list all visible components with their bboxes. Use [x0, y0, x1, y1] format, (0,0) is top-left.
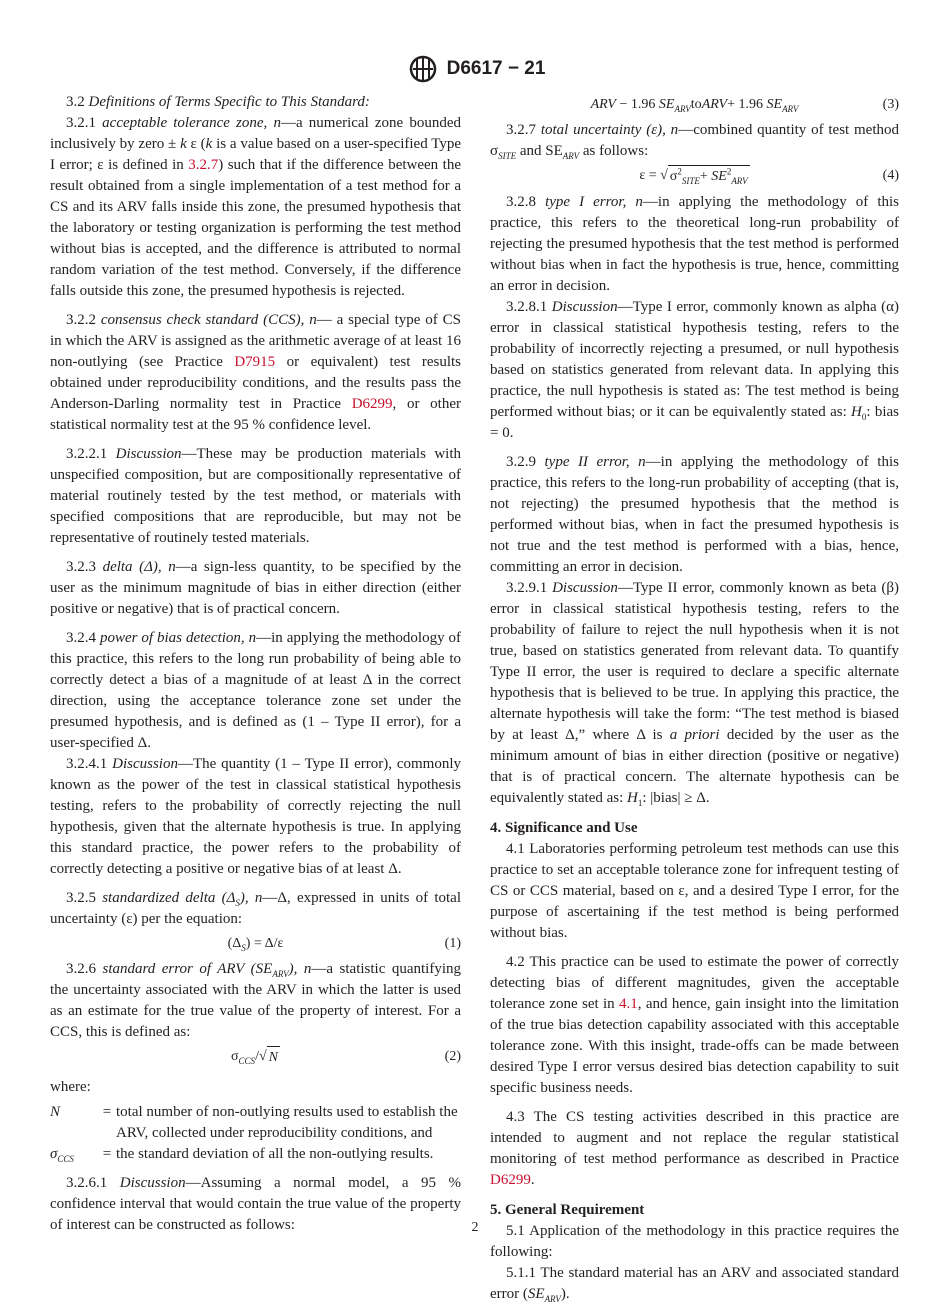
text: + [699, 169, 712, 184]
equation-3 [490, 94, 899, 116]
text: —Type II error, commonly known as beta (β) error in classical statistical hypothesis testing, refers to the probability of failure to reject the null hypothesis when it is not true, based on statistics generated from relevant data. To quantify Type II error, the user is required to declare a specific alternate hypothesis that is believed to be true. In applying this practice, the alternate hypothesis will take the form: “The test method is biased by at least Δ,” where Δ is [490, 580, 899, 743]
italic-text: power of bias detection, n [99, 630, 257, 646]
paragraph-group [490, 839, 899, 1191]
italic-text: ), n [239, 890, 263, 906]
italic-text: consensus check standard (CCS), n [100, 312, 317, 328]
equation-2 [50, 1046, 461, 1069]
italic-text: SE [711, 169, 727, 184]
text: is a value based on a user-specified Type I error; ε is defined in [50, 136, 461, 173]
italic-text: Definitions of Terms Specific to This Standard: [88, 94, 370, 110]
subscript: SITE [681, 175, 700, 186]
document-id: D6617 − 21 [446, 58, 546, 79]
equation-number: (1) [444, 936, 461, 951]
text: , or other statistical normality test at the 95 % confidence level. [50, 396, 461, 433]
text: 3.2.7 [506, 122, 541, 138]
text: 3.2.2.1 [66, 446, 116, 462]
text: 3.2.9 [506, 454, 545, 470]
text: : bias = 0. [490, 404, 899, 441]
text: 3.2.4 [66, 630, 100, 646]
text: . [530, 1172, 535, 1188]
paragraph [490, 1263, 899, 1305]
subscript: ARV [674, 103, 691, 114]
italic-text: H [851, 404, 862, 420]
italic-text: k [180, 136, 187, 152]
text: or equivalent) test results obtained under reproducibility conditions, and the results pass the Anderson-Darling normality test in Practice [50, 354, 461, 412]
text: —combined quantity of test method σ [490, 122, 900, 159]
subscript: CCS [238, 1055, 256, 1066]
italic-text: k [205, 136, 213, 152]
text: —a statistic quantifying the uncertainty associated with the ARV in which the latter is used as an estimate for the true value of the property of interest. For a CCS, this is defined as: [50, 961, 462, 1040]
paragraph [50, 754, 461, 880]
paragraph [50, 92, 461, 113]
section-heading: 4. Significance and Use [490, 820, 638, 836]
section-heading: 5. General Requirement [490, 1202, 645, 1218]
text: —a numerical zone bounded inclusively by zero ± [50, 115, 462, 152]
paragraph [50, 113, 461, 302]
text: —in applying the methodology of this practice, this refers to the theoretical long-run probability of rejecting the presumed hypothesis that the test method is performed without bias when in fact the hypothesis is true, hence, committing an error in decision. [490, 194, 899, 294]
subscript: ARV [272, 969, 289, 979]
text: 3.2.9.1 [506, 580, 553, 596]
text: + 1.96 [727, 97, 767, 112]
equation-1 [50, 933, 461, 955]
reference-link[interactable]: D7915 [234, 354, 276, 370]
text: 4.2 This practice can be used to estimate the power of correctly detecting bias of different magnitudes, given the acceptable tolerance zone set in [490, 954, 899, 1012]
italic-text: Discussion [119, 1175, 186, 1191]
subscript: ARV [782, 103, 799, 114]
equation-body [668, 165, 750, 188]
paragraph [490, 297, 899, 444]
superscript: 2 [726, 166, 732, 177]
text: 3.2 [66, 94, 89, 110]
subscript: S [235, 898, 240, 908]
text: 4.3 The CS testing activities described in this practice are intended to augment and not replace the regular statistical monitoring of test method performance as described in Practice [490, 1109, 899, 1167]
definitions-list [50, 1102, 461, 1165]
subscript: ARV [731, 175, 748, 186]
text: —in applying the methodology of this practice, this refers to the long-run probability of accepting (that is, not rejecting) the presumed hypothesis that the method is performed without bias, when in fact the presumed hypothesis is not true and the test method is performed with a bias, hence, committing an error in decision. [490, 454, 899, 575]
italic-text: type I error, n [545, 194, 643, 210]
text: 3.2.2 [66, 312, 101, 328]
equation-body [591, 94, 799, 116]
subscript: ARV [562, 151, 580, 161]
paragraph [490, 1107, 899, 1191]
paragraph [50, 557, 461, 620]
italic-text: SE [527, 1286, 545, 1302]
subscript: S [241, 942, 246, 953]
text: ) = Δ/ε [245, 936, 284, 951]
italic-text: SE [658, 97, 675, 112]
text: (Δ [227, 936, 242, 951]
text: , and hence, gain insight into the limitation of the true bias detection capability associated with this acceptable tolerance zone. With this insight, trade-offs can be made between desired Type I error versus desired bias detection capability to suit specific business needs. [490, 996, 899, 1096]
italic-text: SE [766, 97, 783, 112]
italic-text: delta (Δ), n [102, 559, 176, 575]
paragraph [490, 839, 899, 944]
italic-text: ARV [590, 97, 616, 112]
text: —Type I error, commonly known as alpha (α) error in classical statistical hypothesis testing, refers to the probability of incorrectly rejecting a presumed, or null hypothesis based on statistics generated from relevant data. In applying this practice, the null hypothesis is stated as: The test method is being performed without bias; or it can be equivalently stated as: [490, 299, 900, 420]
text: as follows: [579, 143, 649, 159]
equals-sign: = [102, 1104, 112, 1120]
italic-text: Discussion [112, 756, 178, 772]
italic-text: type II error, n [544, 454, 646, 470]
text: to [690, 97, 702, 112]
text: 3.2.4.1 [66, 756, 113, 772]
equals-sign: = [102, 1146, 112, 1162]
astm-logo-icon [405, 54, 441, 84]
text: —These may be production materials with unspecified composition, but are compositionally representative of material routinely tested by the test method, or materials with specified compositions that are reproducible, but may not be representative of routinely tested materials. [50, 446, 462, 546]
paragraph [490, 452, 899, 578]
text: 3.2.6 [66, 961, 103, 977]
text: —The quantity (1 – Type II error), commonly known as the power of the test in classical statistical hypothesis testing, refers to the probability of correctly rejecting the null hypothesis, given that the alternate hypothesis is true. In applying this standard practice, the power refers to the probability of correctly detecting a positive or negative bias of at least Δ. [50, 756, 461, 877]
italic-text: a priori [669, 727, 720, 743]
paragraph [490, 578, 899, 809]
paragraph [490, 120, 899, 162]
reference-link[interactable]: 3.2.7 [188, 157, 219, 173]
text: ) such that if the difference between the result obtained from a single implementation of a test method for a CS and its ARV falls inside this zone, the presumed hypothesis that the laboratory or testing organization is performing the test method without bias is accepted, and the difference is attributed to normal random variation of the test method. Conversely, if the difference falls outside this zone, the presumed hypothesis is rejected. [50, 157, 461, 299]
text: 3.2.3 [66, 559, 103, 575]
italic-text: acceptable tolerance zone, n [102, 115, 281, 131]
radicand: N [267, 1046, 280, 1069]
text: 5.1.1 The standard material has an ARV and associated standard error ( [490, 1265, 899, 1302]
text: /√ [255, 1049, 267, 1064]
italic-text: Discussion [115, 446, 182, 462]
paragraph [490, 192, 899, 297]
text: 3.2.1 [66, 115, 103, 131]
superscript: 2 [677, 166, 682, 177]
page-number: 2 [471, 1220, 479, 1235]
text: and SE [516, 143, 563, 159]
paragraph-group [490, 120, 899, 162]
definition-term: N [50, 1104, 61, 1120]
paragraph-group [50, 959, 461, 1043]
definition-item [50, 1144, 461, 1165]
subscript: SITE [498, 151, 517, 161]
equation-4 [490, 165, 899, 188]
equation-body [231, 1046, 267, 1069]
text: —Assuming a normal model, a 95 % confidence interval that would contain the true value of the property of interest can be constructed as follows: [50, 1175, 462, 1233]
right-column [490, 94, 899, 1305]
text: 5.1 Application of the methodology in this practice requires the following: [490, 1223, 899, 1260]
definition-term: $\sigma_{CCS}$ [50, 1146, 74, 1164]
italic-text: standardized delta (Δ [102, 890, 236, 906]
subscript: 0 [861, 412, 867, 422]
definition-text: the standard deviation of all the non-outlying results. [116, 1146, 434, 1162]
where-label: where: [50, 1079, 91, 1095]
left-column [50, 92, 461, 1236]
definition-item [50, 1102, 461, 1144]
text: decided by the user as the minimum amount of bias in either direction (positive or negative) that is of practical concern. The alternate hypothesis can be equivalently stated as: [490, 727, 899, 806]
page-header [0, 54, 950, 84]
paragraph-group [490, 192, 899, 809]
text: ). [560, 1286, 570, 1302]
paragraph [490, 952, 899, 1099]
italic-text: H [627, 790, 638, 806]
text: 4.1 Laboratories performing petroleum test methods can use this practice to set an acceptable tolerance zone for infrequent testing of CS or CCS material, based on ε, and a desired Type I error, for the purpose of ascertaining if the test method is being performed without bias. [490, 841, 899, 941]
reference-link[interactable]: D6299 [351, 396, 393, 412]
text: 3.2.5 [66, 890, 103, 906]
italic-text: total uncertainty (ε), n [540, 122, 679, 138]
text: : |bias| ≥ Δ. [642, 790, 710, 806]
paragraph [50, 444, 461, 549]
italic-text: standard error of ARV (SE [102, 961, 273, 977]
paragraph [50, 888, 461, 930]
equation-number: (3) [882, 97, 899, 112]
italic-text: ), n [288, 961, 312, 977]
text: σ [231, 1049, 239, 1064]
paragraph [50, 628, 461, 754]
subscript: 1 [637, 798, 643, 808]
reference-link[interactable]: D6299 [490, 1172, 531, 1188]
text: —Δ, expressed in units of total uncertainty (ε) per the equation: [50, 890, 461, 927]
italic-text: Discussion [551, 299, 618, 315]
text: 3.2.8 [506, 194, 546, 210]
text: ε ( [186, 136, 206, 152]
equation-number: (4) [882, 168, 899, 183]
text: —a sign-less quantity, to be specified by the user as the minimum magnitude of bias in either direction (either positive or negative) that is of practical concern. [50, 559, 461, 617]
text: — a special type of CS in which the ARV is assigned as the arithmetic average of at least 16 non-outlying (see Practice [50, 312, 461, 370]
text: 3.2.8.1 [506, 299, 552, 315]
reference-link[interactable]: 4.1 [619, 996, 638, 1012]
equation-lhs: ε = √ [639, 168, 668, 183]
italic-text: ARV [701, 97, 728, 112]
paragraph [50, 959, 461, 1043]
text: —in applying the methodology of this practice, this refers to the long run probability of being able to correctly detect a bias of a magnitude of at least Δ in the correct direction, using the acceptance tolerance zone set under the presumed hypothesis, and is defined as (1 – Type II error), for a user-specified Δ. [50, 630, 462, 751]
italic-text: Discussion [552, 580, 618, 596]
subscript: ARV [544, 1294, 561, 1304]
paragraph-group [50, 92, 461, 930]
paragraph [50, 310, 461, 436]
text: 3.2.6.1 [66, 1175, 120, 1191]
equation-number: (2) [444, 1049, 461, 1064]
text: − 1.96 [615, 97, 659, 112]
definition-text: total number of non-outlying results used to establish the ARV, collected under reproducibility conditions, and [116, 1104, 458, 1141]
text: σ [669, 169, 678, 184]
equation-body [228, 933, 284, 955]
